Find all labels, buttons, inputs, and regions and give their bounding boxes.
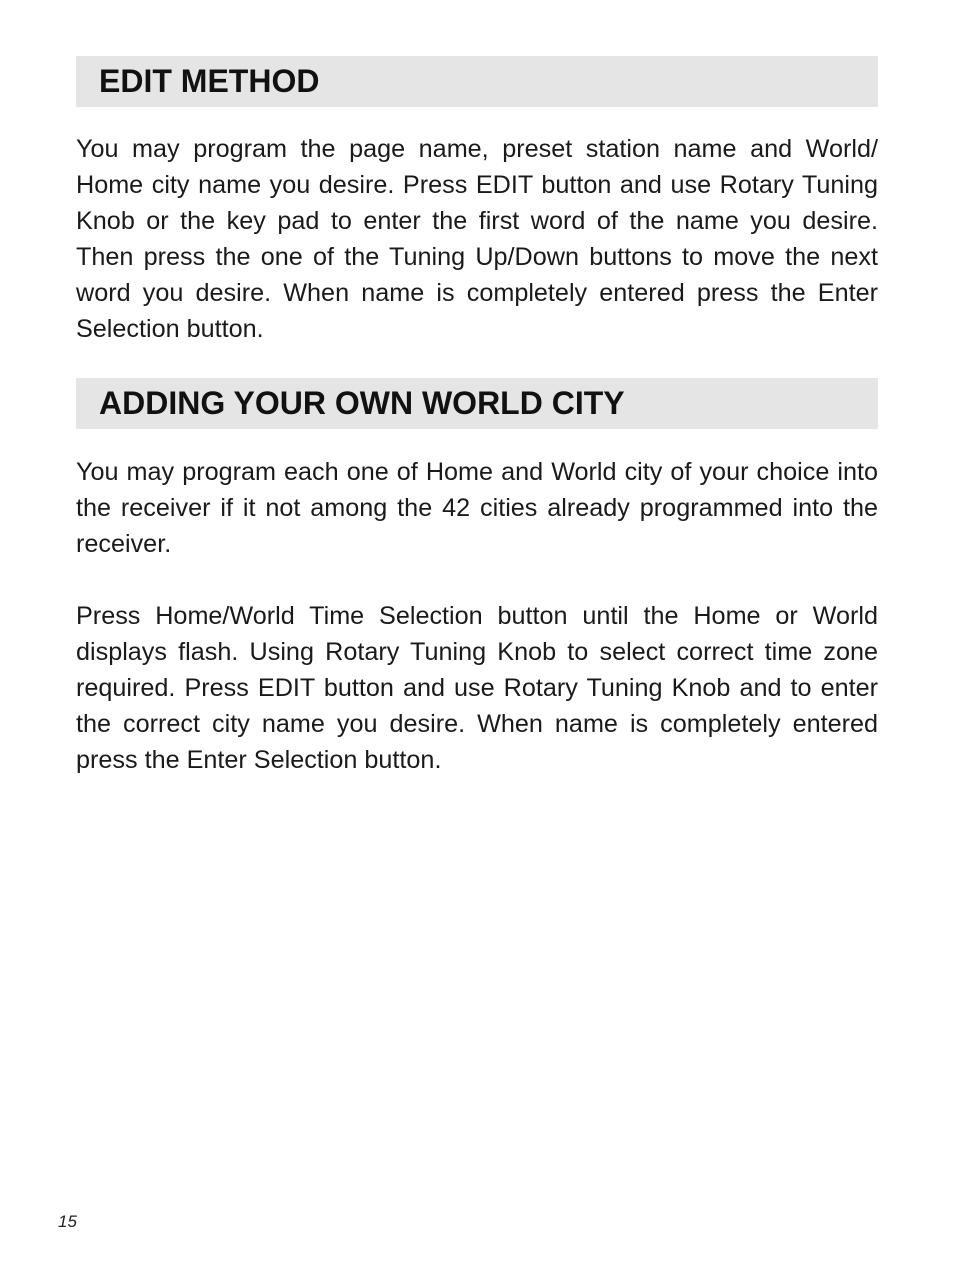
paragraph-edit-method: You may program the page name, preset station name and World/ Home city name you desire. Press EDIT button and use Rotary Tuning Knob or the key pad to enter the first word of the name you desire. Then press the one of the Tuning Up/Down buttons to move the next word you desire. When name is completely entered press the Enter Selection button.: [76, 135, 878, 343]
section-heading: ADDING YOUR OWN WORLD CITY: [99, 385, 625, 421]
section-header-edit-method: [76, 56, 878, 107]
section-heading: EDIT METHOD: [99, 63, 320, 99]
paragraph-adding-city-steps: Press Home/World Time Selection button until the Home or World displays flash. Using Rotary Tuning Knob to select correct time zone required. Press EDIT button and use Rotary Tuning Knob and to enter the correct city name you desire. When name is completely entered press the Enter Selection button.: [76, 602, 878, 774]
paragraph-adding-city-intro: You may program each one of Home and World city of your choice into the receiver if it not among the 42 cities already programmed into the receiver.: [76, 458, 878, 558]
section-header-adding-world-city: [76, 378, 878, 429]
page-number: 15: [58, 1212, 77, 1231]
